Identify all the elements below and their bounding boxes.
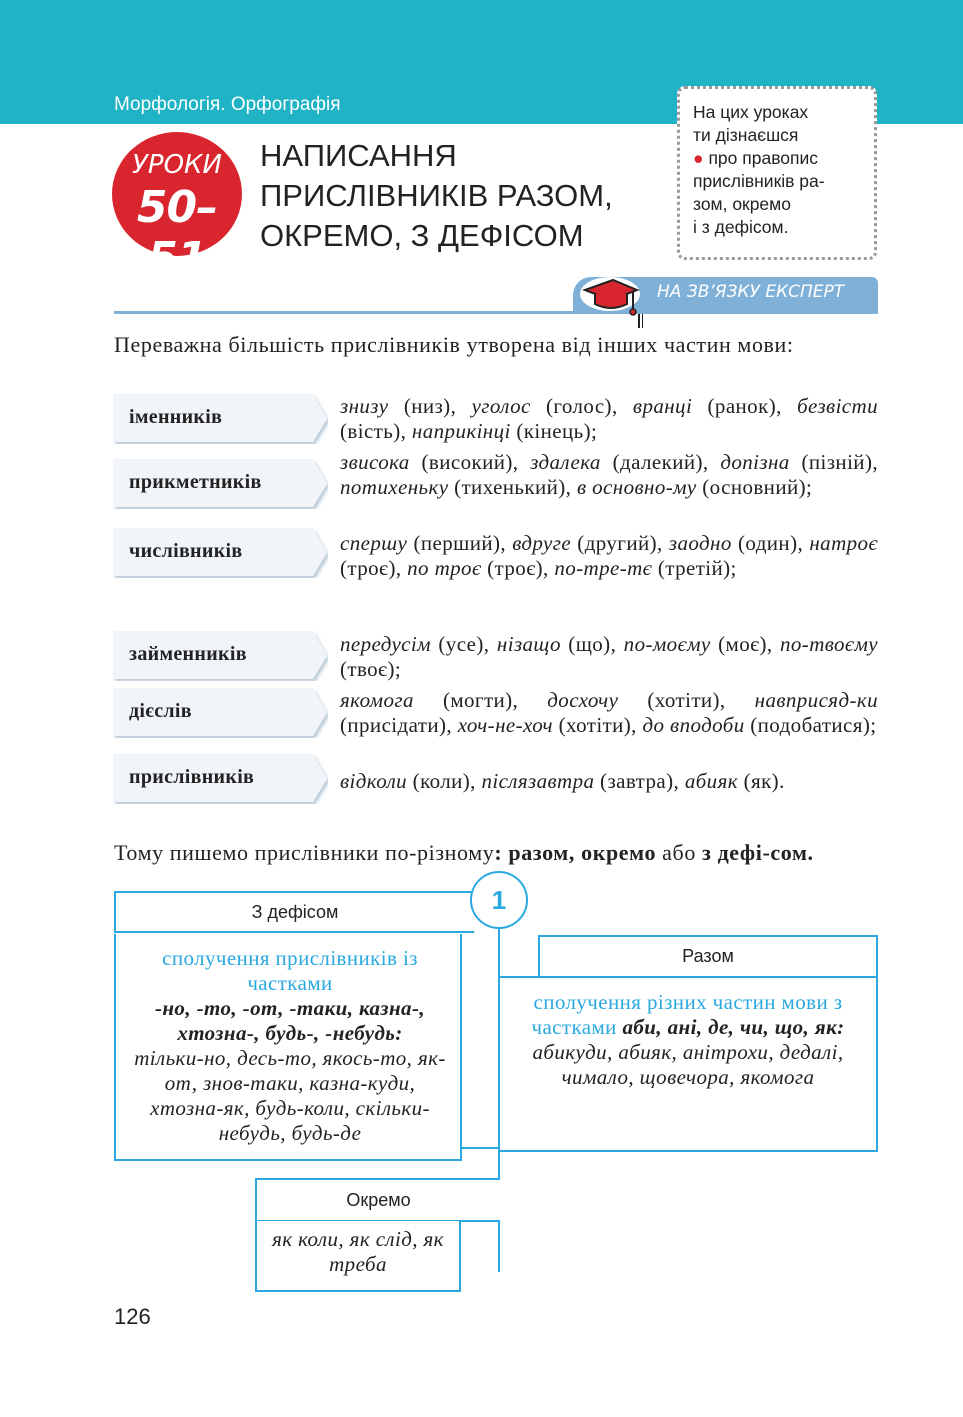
source-examples <box>340 531 878 581</box>
adverb-example: по-тре-тє <box>554 556 653 580</box>
adverb-example: здалека <box>530 450 601 474</box>
source-word: (тихенький), <box>448 475 577 499</box>
hyphen-particles: -но, -то, -от, -таки, казна-, хтозна-, будь-, -небудь: <box>154 996 426 1045</box>
source-examples <box>340 394 878 444</box>
adverb-example: відколи <box>340 769 408 793</box>
adverb-example: нізащо <box>496 632 561 656</box>
adverb-example: натроє <box>809 531 878 555</box>
source-word: (як). <box>737 769 785 793</box>
source-word: (високий), <box>409 450 531 474</box>
adverb-example: абияк <box>684 769 738 793</box>
adverb-example: післязавтра <box>481 769 595 793</box>
summary-text: або <box>656 840 703 865</box>
together-header: Разом <box>538 935 878 977</box>
source-word: (що), <box>560 632 624 656</box>
source-word: (кінець); <box>510 419 598 443</box>
separate-examples: як коли, як слід, як треба <box>272 1227 444 1276</box>
adverb-example: до вподоби <box>642 713 745 737</box>
expert-label: НА ЗВ’ЯЗКУ ЕКСПЕРТ <box>657 282 845 302</box>
source-word: (моє), <box>710 632 780 656</box>
adverb-example: хоч-не-хоч <box>457 713 553 737</box>
together-particles: аби, ані, де, чи, що, як: <box>622 1015 845 1039</box>
source-word: (усе), <box>430 632 497 656</box>
source-word: (могти), <box>413 688 548 712</box>
together-panel <box>500 976 878 1152</box>
source-tag-label: займенників <box>129 643 247 665</box>
source-tag <box>113 688 328 738</box>
source-word: (перший), <box>407 531 513 555</box>
lesson-badge-word: УРОКИ <box>132 150 222 180</box>
goals-line: і з дефісом. <box>693 217 789 237</box>
source-word: (коли), <box>407 769 482 793</box>
source-tag-label: іменників <box>129 406 223 428</box>
lesson-title-line: ОКРЕМО, З ДЕФІСОМ <box>260 218 584 253</box>
adverb-example: вдруге <box>512 531 572 555</box>
adverb-example: допізна <box>720 450 790 474</box>
adverb-example: уголос <box>471 394 531 418</box>
source-word: (завтра), <box>594 769 685 793</box>
separate-panel <box>255 1221 461 1292</box>
source-word: (пізній), <box>789 450 878 474</box>
source-word: (голос), <box>530 394 633 418</box>
summary-bold-hyphen: з дефі-сом. <box>702 840 814 865</box>
lesson-title-line: НАПИСАННЯ <box>260 138 457 173</box>
adverb-example: по-твоєму <box>780 632 878 656</box>
bullet-icon: ● <box>693 148 704 168</box>
separate-header: Окремо <box>255 1178 500 1222</box>
source-tag-label: прислівників <box>129 766 255 788</box>
summary-bold-together-separate: разом, окремо <box>508 840 657 865</box>
adverb-example: по-моєму <box>623 632 711 656</box>
source-word: (основний); <box>696 475 813 499</box>
goals-line: прислівників ра- <box>693 171 825 191</box>
adverb-example: досхочу <box>547 688 619 712</box>
source-word: (ранок), <box>692 394 798 418</box>
source-tag <box>113 754 328 804</box>
hyphen-rule: сполучення прислівників із частками <box>162 946 418 995</box>
summary-text: Тому пишемо прислівники по-різному <box>114 840 495 865</box>
source-word: (твоє); <box>340 657 402 681</box>
hyphen-panel <box>114 934 462 1161</box>
adverb-example: заодно <box>668 531 732 555</box>
lesson-badge-number: 50–51 <box>136 182 218 284</box>
source-word: (низ), <box>388 394 472 418</box>
adverb-example: потихеньку <box>340 475 449 499</box>
together-rule: сполучення різних частин мови з частками <box>531 990 843 1039</box>
graduation-cap-icon <box>577 272 643 330</box>
source-word: (хотіти), <box>552 713 643 737</box>
source-word: (троє), <box>481 556 555 580</box>
adverb-example: передусім <box>340 632 431 656</box>
source-word: (другий), <box>571 531 669 555</box>
source-word: (далекий), <box>600 450 721 474</box>
source-tag <box>113 631 328 681</box>
source-tag-label: прикметників <box>129 471 262 493</box>
source-word: (подобатися); <box>744 713 877 737</box>
source-examples <box>340 688 878 738</box>
hyphen-connector <box>462 1147 500 1149</box>
adverb-example: по троє <box>407 556 482 580</box>
adverb-example: якомога <box>340 688 414 712</box>
source-word: (третій); <box>652 556 737 580</box>
adverb-example: в основно-му <box>576 475 697 499</box>
lesson-badge <box>112 132 242 284</box>
goals-line: ти дізнаєшся <box>693 125 799 145</box>
source-tag-label: дієслів <box>129 700 192 722</box>
lesson-title <box>260 136 660 256</box>
source-word: (один), <box>731 531 810 555</box>
source-examples <box>340 632 878 682</box>
adverb-example: безвісти <box>797 394 878 418</box>
lesson-goals-box <box>677 86 877 260</box>
hyphen-header: З дефісом <box>114 891 474 933</box>
goals-line: На цих уроках <box>693 102 809 122</box>
section-label: Морфологія. Орфографія <box>114 94 341 115</box>
adverb-example: наприкінці <box>411 419 511 443</box>
source-examples <box>340 769 878 794</box>
goals-line: зом, окремо <box>693 194 791 214</box>
summary-colon: : <box>494 840 509 865</box>
summary-paragraph <box>114 840 878 865</box>
adverb-example: навприсяд-ки <box>754 688 878 712</box>
scheme-number-badge: 1 <box>470 871 528 929</box>
adverb-example: вранці <box>632 394 693 418</box>
adverb-example: звисока <box>340 450 410 474</box>
lesson-title-line: ПРИСЛІВНИКІВ РАЗОМ, <box>260 178 613 213</box>
source-tag <box>113 528 328 578</box>
intro-paragraph: Переважна більшість прислівників утворена від інших частин мови: <box>114 332 794 357</box>
source-tag <box>113 459 328 509</box>
together-examples: абикуди, абияк, анітрохи, дедалі, чимало, щовечора, якомога <box>532 1040 844 1089</box>
page-number: 126 <box>114 1304 151 1329</box>
source-examples <box>340 450 878 500</box>
source-tag-label: числівників <box>129 540 243 562</box>
goals-line: про правопис <box>708 148 819 168</box>
source-word: (хотіти), <box>618 688 755 712</box>
adverb-example: спершу <box>340 531 408 555</box>
source-word: (присідати), <box>340 713 458 737</box>
hyphen-examples: тільки-но, десь-то, якось-то, як-от, знов-таки, казна-куди, хтозна-як, будь-коли, скільки-небудь, будь-де <box>134 1046 446 1145</box>
source-word: (троє), <box>340 556 408 580</box>
source-word: (вість), <box>340 419 412 443</box>
source-tag <box>113 394 328 444</box>
adverb-example: знизу <box>340 394 389 418</box>
